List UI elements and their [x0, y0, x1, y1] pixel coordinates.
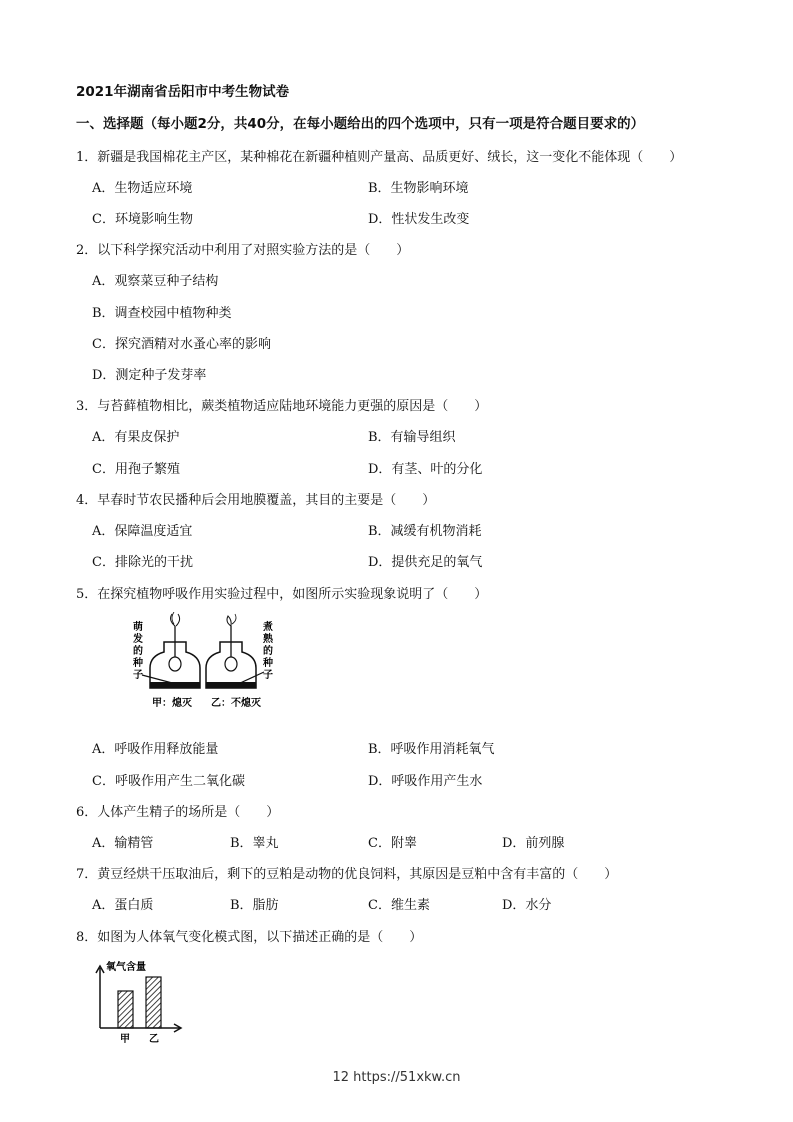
caption-jia: 甲：熄灭 — [152, 698, 192, 709]
question-1-option-d: D．性状发生改变 — [368, 212, 470, 227]
question-2-option-a: A．观察菜豆种子结构 — [92, 274, 219, 289]
left-label-char-1: 萌 — [133, 622, 143, 633]
question-4-option-c: C．排除光的干扰 — [92, 555, 193, 570]
question-2-stem: 2．以下科学探究活动中利用了对照实验方法的是（ ） — [76, 243, 410, 258]
right-label-char-1: 煮 — [263, 622, 273, 633]
page-footer: 12 https://51xkw.cn — [332, 1070, 461, 1085]
question-7-option-a: A．蛋白质 — [92, 898, 154, 913]
bar-yi — [146, 977, 161, 1028]
question-1-option-a: A．生物适应环境 — [92, 181, 193, 196]
bar-jia — [118, 991, 133, 1028]
right-label-char-3: 的 — [263, 646, 273, 657]
oxygen-chart — [92, 958, 192, 1046]
question-7-stem: 7．黄豆经烘干压取油后，剩下的豆粕是动物的优良饲料，其原因是豆粕中含有丰富的（ ） — [76, 867, 618, 882]
question-6-option-c: C．附睾 — [368, 836, 417, 851]
question-3-option-a: A．有果皮保护 — [92, 430, 180, 445]
question-1-stem: 1．新疆是我国棉花主产区，某种棉花在新疆种植则产量高、品质更好、绒长，这一变化不能体现（ ） — [76, 150, 683, 165]
chart-ylabel: 氧气含量 — [106, 962, 146, 973]
question-4-option-d: D．提供充足的氧气 — [368, 555, 483, 570]
question-5-option-c: C．呼吸作用产生二氧化碳 — [92, 774, 245, 789]
left-label-char-3: 的 — [133, 646, 143, 657]
question-3-stem: 3．与苔藓植物相比，蕨类植物适应陆地环境能力更强的原因是（ ） — [76, 399, 488, 414]
question-5-option-b: B．呼吸作用消耗氧气 — [368, 742, 495, 757]
question-5-option-a: A．呼吸作用释放能量 — [92, 742, 219, 757]
category-label-yi: 乙 — [149, 1034, 159, 1045]
question-7-option-b: B．脂肪 — [230, 898, 279, 913]
caption-yi: 乙：不熄灭 — [211, 698, 261, 709]
question-7-option-c: C．维生素 — [368, 898, 430, 913]
question-4-option-b: B．减缓有机物消耗 — [368, 524, 482, 539]
question-6-option-a: A．输精管 — [92, 836, 154, 851]
question-1-option-b: B．生物影响环境 — [368, 181, 469, 196]
question-4-option-a: A．保障温度适宜 — [92, 524, 193, 539]
left-label-char-5: 子 — [133, 670, 143, 681]
question-6-option-b: B．睾丸 — [230, 836, 279, 851]
question-1-option-c: C．环境影响生物 — [92, 212, 193, 227]
question-5-option-d: D．呼吸作用产生水 — [368, 774, 483, 789]
jar-yi — [206, 614, 256, 688]
jar-jia — [150, 612, 200, 688]
question-3-option-c: C．用孢子繁殖 — [92, 462, 180, 477]
right-label-char-5: 子 — [263, 670, 273, 681]
question-5-stem: 5．在探究植物呼吸作用实验过程中，如图所示实验现象说明了（ ） — [76, 587, 488, 602]
question-2-option-b: B．调查校园中植物种类 — [92, 306, 232, 321]
question-6-stem: 6．人体产生精子的场所是（ ） — [76, 805, 280, 820]
question-6-option-d: D．前列腺 — [502, 836, 565, 851]
question-7-option-d: D．水分 — [502, 898, 552, 913]
question-8-stem: 8．如图为人体氧气变化模式图，以下描述正确的是（ ） — [76, 930, 423, 945]
category-label-jia: 甲 — [120, 1034, 130, 1045]
right-label-char-4: 种 — [263, 658, 273, 669]
exam-title: 2021年湖南省岳阳市中考生物试卷 — [76, 84, 290, 100]
right-label-char-2: 熟 — [263, 634, 273, 645]
question-3-option-d: D．有茎、叶的分化 — [368, 462, 483, 477]
question-2-option-d: D．测定种子发芽率 — [92, 368, 207, 383]
question-4-stem: 4．早春时节农民播种后会用地膜覆盖，其目的主要是（ ） — [76, 493, 436, 508]
seed-experiment-figure — [128, 612, 278, 712]
question-3-option-b: B．有输导组织 — [368, 430, 456, 445]
section-heading: 一、选择题（每小题2分，共40分，在每小题给出的四个选项中，只有一项是符合题目要求的） — [76, 116, 645, 132]
left-label-char-2: 发 — [133, 634, 143, 645]
left-label-char-4: 种 — [133, 658, 143, 669]
question-2-option-c: C．探究酒精对水蚤心率的影响 — [92, 337, 271, 352]
